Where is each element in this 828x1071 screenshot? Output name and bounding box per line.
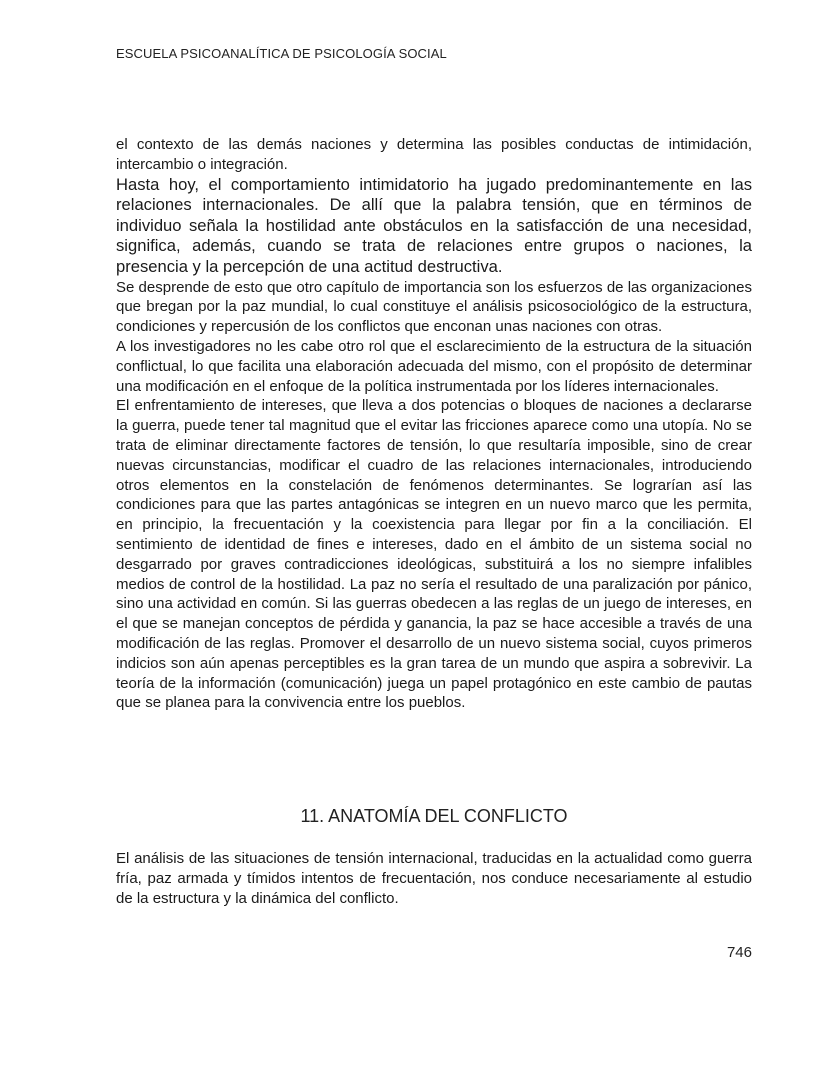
paragraph-peace-organizations: Se desprende de esto que otro capítulo de importancia son los esfuerzos de las organizaciones que bregan por la paz mundial, lo cual constituye el análisis psicosociológico de la estructura, condiciones y repercusión de los conflictos que enconan unas naciones con otras.	[116, 278, 752, 336]
paragraph-researchers: A los investigadores no les cabe otro rol que el esclarecimiento de la estructura de la situación conflictual, lo que facilita una elaboración adecuada del mismo, con el propósito de determinar una modificación en el enfoque de la política instrumentada por los líderes internacionales.	[116, 337, 752, 395]
paragraph-conflict-analysis: El análisis de las situaciones de tensión internacional, traducidas en la actualidad como guerra fría, paz armada y tímidos intentos de frecuentación, nos conduce necesariamente al estudio de la estructura y la dinámica del conflicto.	[116, 850, 752, 907]
body-text	[116, 135, 752, 713]
paragraph-tension: Hasta hoy, el comportamiento intimidatorio ha jugado predominantemente en las relaciones internacionales. De allí que la palabra tensión, que en términos de individuo señala la hostilidad ante obstáculos en la satisfacción de una necesidad, significa, además, cuando se trata de relaciones entre grupos o naciones, la presencia y la percepción de una actitud destructiva.	[116, 174, 752, 276]
running-header: ESCUELA PSICOANALÍTICA DE PSICOLOGÍA SOCIAL	[116, 46, 447, 61]
paragraph-confrontation: El enfrentamiento de intereses, que lleva a dos potencias o bloques de naciones a declararse la guerra, puede tener tal magnitud que el evitar las fricciones aparece como una utopía. No se trata de eliminar directamente factores de tensión, lo que resultaría imposible, sino de crear nuevas circunstancias, modificar el cuadro de las relaciones internacionales, introduciendo otros elementos en la constelación de fenómenos determinantes. Se lograrían así las condiciones para que las partes antagónicas se integren en un nuevo marco que les permita, en principio, la frecuentación y la coexistencia para llegar por fin a la conciliación. El sentimiento de identidad de fines e intereses, dado en el ámbito de un sistema social no desgarrado por graves contradicciones ideológicas, substituirá a los no siempre infalibles medios de control de la hostilidad. La paz no sería el resultado de una paralización por pánico, sino una actividad en común. Si las guerras obedecen a las reglas de un juego de intereses, en el que se manejan conceptos de pérdida y ganancia, la paz se hace accesible a través de una modificación de las reglas. Promover el desarrollo de un nuevo sistema social, cuyos primeros indicios son aún apenas perceptibles es la gran tarea de un mundo que aspira a sobrevivir. La teoría de la información (comunicación) juega un papel protagónico en este cambio de pautas que se planea para la convivencia entre los pueblos.	[116, 397, 752, 712]
page-number: 746	[726, 944, 752, 961]
paragraph-continuation: el contexto de las demás naciones y determina las posibles conductas de intimidación, intercambio o integración.	[116, 136, 752, 173]
section-title: 11. ANATOMÍA DEL CONFLICTO	[300, 806, 568, 826]
section-body	[116, 849, 752, 908]
